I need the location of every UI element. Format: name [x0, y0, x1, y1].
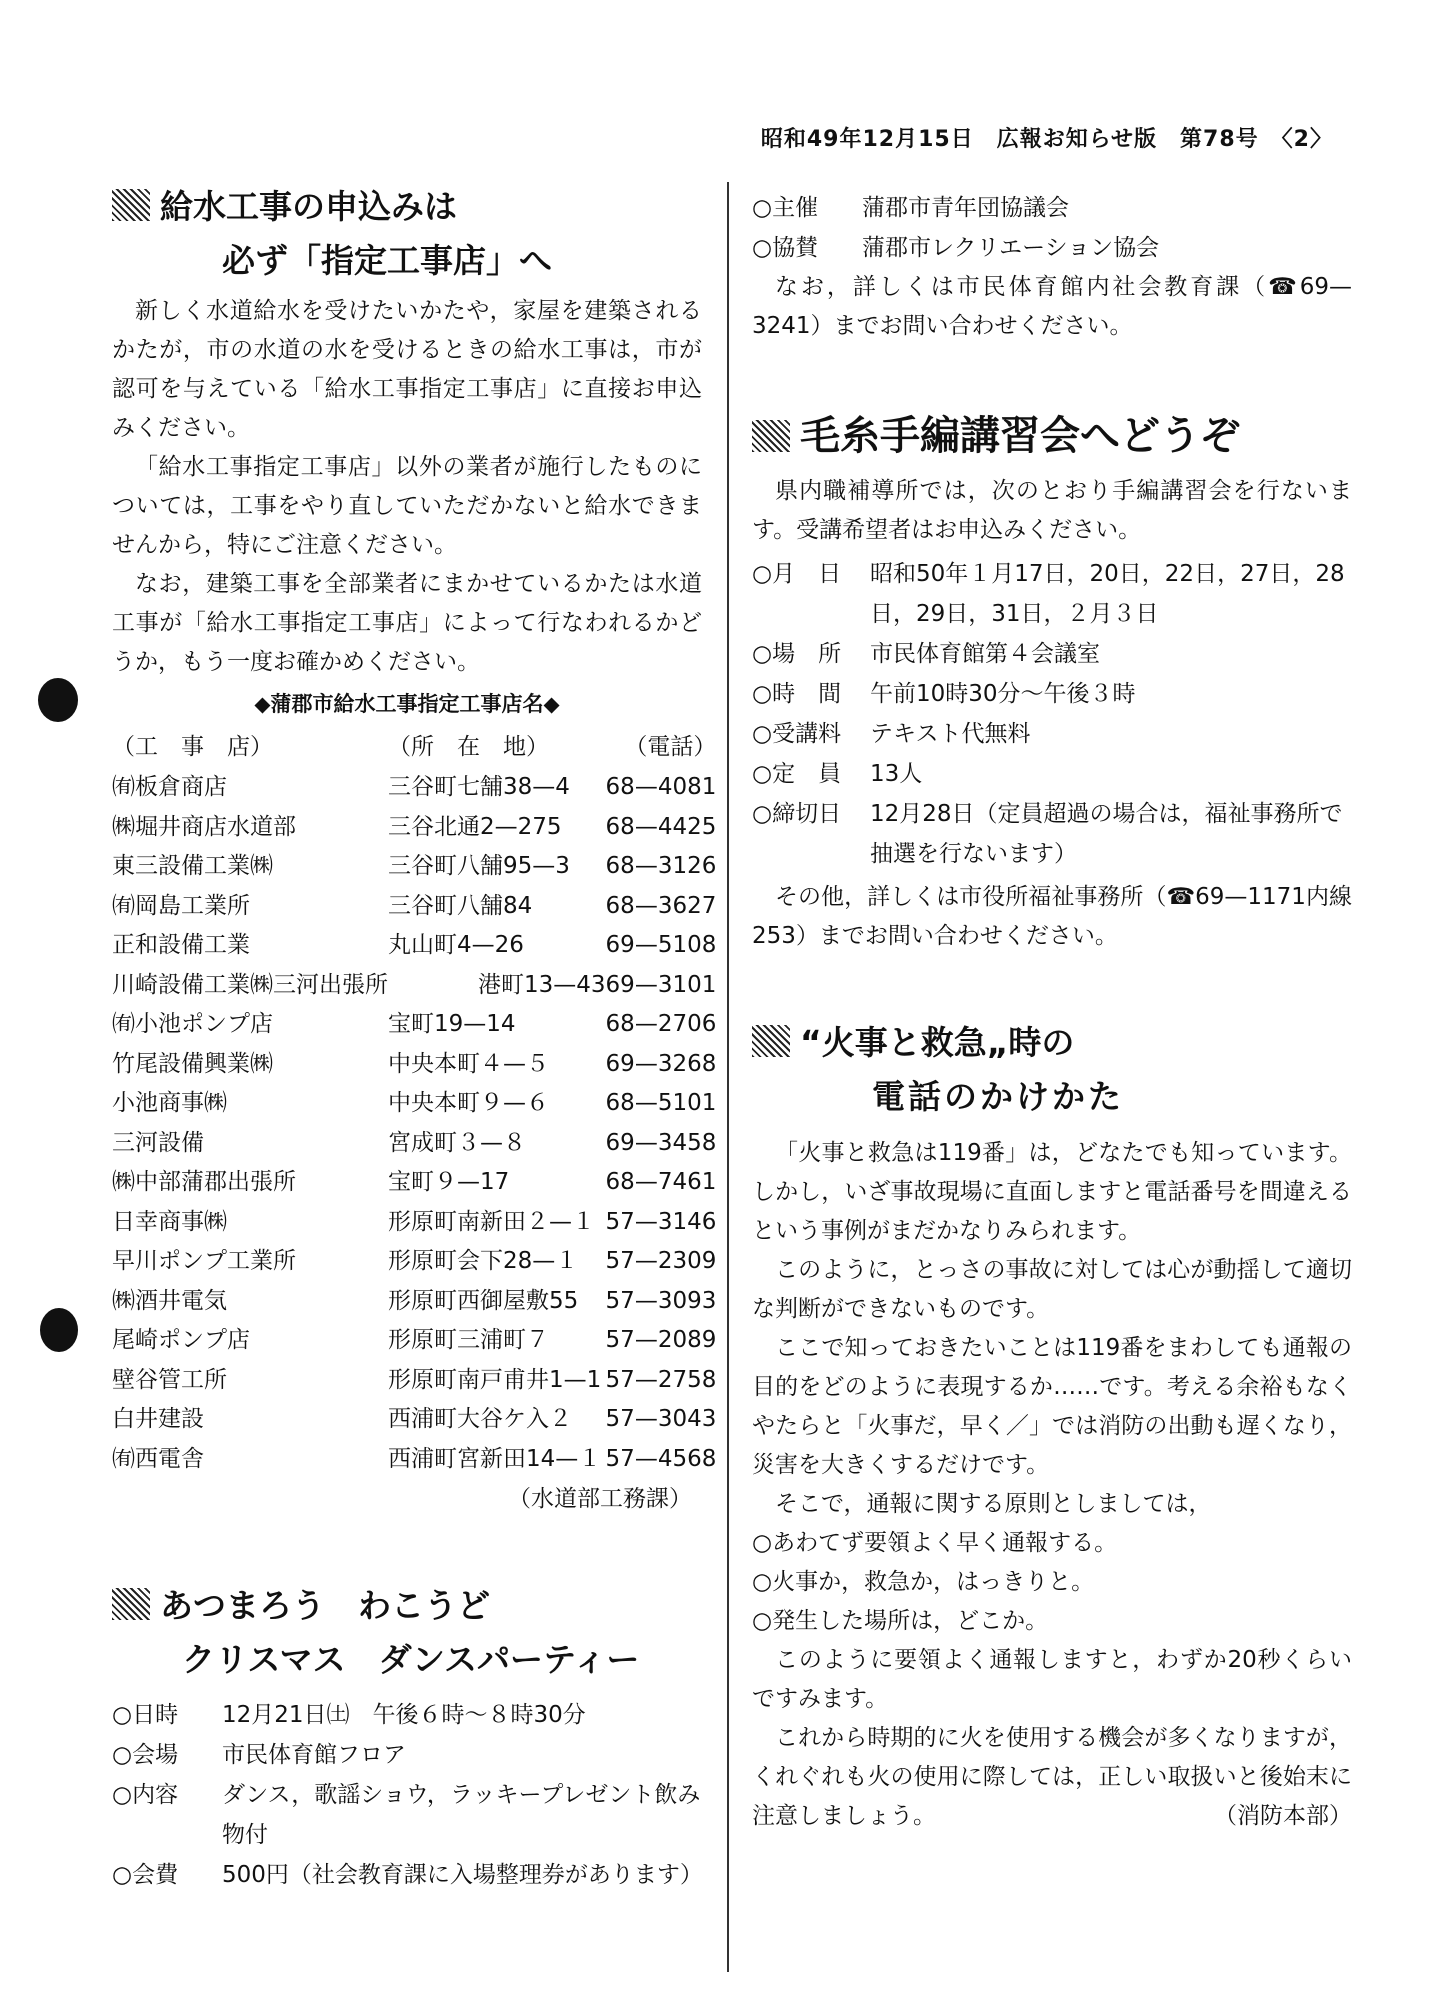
knitting-item-value: 13人 [870, 761, 923, 787]
shop-row [112, 1242, 716, 1282]
shop-phone: 57—3146 [605, 1208, 717, 1235]
knitting-item-label: ○定 員 [752, 761, 842, 787]
ink-blot-bottom [40, 1308, 78, 1352]
shop-address: 西浦町大谷ケ入２ [388, 1406, 572, 1432]
fire-title: “火事と救急„時の 電話のかけかた [752, 1016, 1352, 1124]
shop-address: 宮成町３—８ [388, 1129, 526, 1156]
shop-row [112, 768, 716, 808]
knitting-item [752, 794, 1352, 874]
shop-address: 三谷町八舗84 [388, 892, 533, 919]
shop-row [112, 1163, 716, 1203]
party-item-label: ○日時 [112, 1702, 179, 1728]
knitting-section [752, 406, 1352, 956]
shop-phone: 68—5101 [605, 1090, 717, 1116]
shop-name: 正和設備工業 [112, 932, 250, 958]
shop-list-title: ◆蒲郡市給水工事指定工事店名◆ [254, 692, 560, 716]
knitting-item [752, 714, 1352, 754]
shop-phone: 57—2309 [605, 1248, 717, 1274]
shop-row [112, 808, 716, 848]
shop-name: ㈱中部蒲郡出張所 [112, 1169, 296, 1195]
hatch-mark-icon [752, 1025, 790, 1057]
knitting-item-value: 午前10時30分～午後３時 [870, 681, 1136, 707]
shop-phone: 69—5108 [605, 932, 717, 958]
knitting-title: 毛糸手編講習会へどうぞ [752, 406, 1352, 466]
party-item [112, 1775, 702, 1855]
shop-address: 西浦町宮新田14—１ [388, 1445, 602, 1472]
party-item [112, 1695, 702, 1735]
shop-row [112, 1282, 716, 1322]
knitting-item-value: 市民体育館第４会議室 [870, 641, 1100, 667]
shop-address: 形原町南新田２—１ [388, 1208, 595, 1235]
shop-phone: 57—3043 [605, 1406, 717, 1432]
party-item-value: ダンス，歌謡ショウ，ラッキープレゼント飲み物付 [222, 1782, 701, 1848]
shop-row [112, 1400, 716, 1440]
shop-phone: 68—3627 [605, 892, 717, 919]
shop-address: 中央本町９—６ [388, 1090, 549, 1116]
party-item [112, 1735, 702, 1775]
shop-row [112, 1321, 716, 1361]
shop-address: 三谷町七舗38—4 [388, 774, 570, 800]
shop-name: ㈲小池ポンプ店 [112, 1011, 273, 1037]
shop-phone: 69—3268 [605, 1050, 717, 1077]
shop-name: ㈱酒井電気 [112, 1287, 227, 1314]
shop-name: 日幸商事㈱ [112, 1208, 227, 1235]
column-divider [727, 182, 729, 1972]
col-header-address: （所 在 地） [388, 734, 549, 760]
party-item-label: ○会場 [112, 1742, 179, 1768]
fire-rule: ○発生した場所は，どこか。 [752, 1608, 1049, 1634]
water-title: 給水工事の申込みは 必ず「指定工事店」へ [112, 180, 702, 288]
shop-row [112, 926, 716, 966]
shop-table [112, 726, 716, 1479]
knitting-item-label: ○受講料 [752, 721, 842, 747]
shop-address: 港町13—43 [478, 971, 606, 998]
water-section [112, 180, 717, 1519]
shop-row [112, 847, 716, 887]
hatch-mark-icon [112, 189, 150, 221]
water-title-line2: 必ず「指定工事店」へ [222, 241, 552, 280]
party-title: あつまろう わこうど クリスマス ダンスパーティー [112, 1579, 702, 1687]
ink-blot-top [38, 678, 78, 722]
shop-name: 竹尾設備興業㈱ [112, 1050, 273, 1077]
shop-phone: 69—3101 [605, 971, 717, 998]
knitting-item-value: 12月28日（定員超過の場合は，福祉事務所で抽選を行ないます） [870, 801, 1343, 867]
fire-rule: ○火事か，救急か，はっきりと。 [752, 1569, 1095, 1595]
knitting-item [752, 754, 1352, 794]
knitting-item-label: ○時 間 [752, 681, 842, 707]
shop-phone: 68—2706 [605, 1011, 717, 1037]
shop-row [112, 1084, 716, 1124]
knitting-intro: 県内職補導所では，次のとおり手編講習会を行ないます。受講希望者はお申込みください。 [752, 478, 1352, 543]
fire-credit: （消防本部） [1214, 1803, 1352, 1829]
party-item-value: 市民体育館フロア [222, 1742, 406, 1768]
shop-address: 宝町９—17 [388, 1169, 510, 1195]
party-item-value: 蒲郡市青年団協議会 [862, 195, 1069, 221]
party-note: なお，詳しくは市民体育館内社会教育課（☎69—3241）までお問い合わせください。 [752, 274, 1352, 339]
fire-closing: これから時期的に火を使用する機会が多くなりますが，くれぐれも火の使用に際しては，正しい取扱いと後始末に注意しましょう。 （消防本部） [752, 1719, 1352, 1836]
party-item-value: 12月21日㈯ 午後６時～８時30分 [222, 1702, 586, 1728]
shop-name: 尾崎ポンプ店 [112, 1327, 250, 1353]
party-item-value: 蒲郡市レクリエーション協会 [862, 235, 1160, 261]
knitting-item-label: ○締切日 [752, 801, 842, 827]
shop-address: 形原町三浦町７ [388, 1327, 549, 1353]
party-item [752, 188, 1352, 228]
fire-paragraph: このように，とっさの事故に対しては心が動揺して適切な判断ができないものです。 [752, 1257, 1352, 1322]
shop-address: 丸山町4—26 [388, 932, 524, 958]
party-item-label: ○協賛 [752, 235, 819, 261]
hatch-mark-icon [112, 1588, 150, 1620]
party-item [112, 1855, 702, 1895]
right-column [752, 188, 1352, 1836]
left-column [112, 180, 717, 1895]
shop-name: 小池商事㈱ [112, 1090, 227, 1116]
shop-name: ㈲岡島工業所 [112, 892, 250, 919]
shop-row [112, 1361, 716, 1401]
shop-phone: 68—3126 [605, 853, 717, 879]
shop-table-header [112, 726, 716, 768]
col-header-shop: （工 事 店） [112, 734, 273, 760]
shop-name: 壁谷管工所 [112, 1366, 227, 1393]
shop-address: 三谷北通2—275 [388, 813, 562, 840]
fire-section [752, 1016, 1352, 1836]
fire-rule: ○あわてず要領よく早く通報する。 [752, 1530, 1118, 1556]
shop-row [112, 1203, 716, 1243]
fire-paragraph: ここで知っておきたいことは119番をまわしても通報の目的をどのように表現するか……です。考える余裕もなくやたらと「火事だ，早く／」では消防の出動も遅くなり，災害を大きくするだけです。 [752, 1335, 1352, 1478]
shop-row [112, 1440, 716, 1480]
shop-row [112, 1005, 716, 1045]
shop-phone: 57—2758 [605, 1366, 717, 1393]
shop-address: 三谷町八舗95—3 [388, 853, 570, 879]
party-title-line2: クリスマス ダンスパーティー [182, 1640, 640, 1679]
shop-address: 形原町西御屋敷55 [388, 1287, 579, 1314]
shop-row [112, 1124, 716, 1164]
knitting-item-value: 昭和50年１月17日，20日，22日，27日，28日，29日，31日，２月３日 [870, 561, 1345, 627]
knitting-item-label: ○場 所 [752, 641, 842, 667]
fire-closing: このように要領よく通報しますと，わずか20秒くらいですみます。 [752, 1647, 1352, 1712]
col-header-phone: （電話） [624, 734, 717, 760]
shop-name: 早川ポンプ工業所 [112, 1248, 296, 1274]
knitting-item-value: テキスト代無料 [870, 721, 1031, 747]
water-paragraph: なお，建築工事を全部業者にまかせているかたは水道工事が「給水工事指定工事店」によって行なわれるかどうか，もう一度お確かめください。 [112, 571, 702, 675]
shop-phone: 57—2089 [605, 1327, 717, 1353]
shop-row [112, 966, 716, 1006]
shop-phone: 68—4425 [605, 813, 717, 840]
page-header: 昭和49年12月15日 広報お知らせ版 第78号 〈2〉 [760, 127, 1333, 152]
fire-paragraph: そこで，通報に関する原則としましては， [775, 1491, 1212, 1517]
shop-row [112, 1045, 716, 1085]
knitting-item [752, 674, 1352, 714]
shop-name: 東三設備工業㈱ [112, 853, 273, 879]
party-section [112, 1579, 702, 1895]
shop-name: 三河設備 [112, 1129, 204, 1156]
water-credit: （水道部工務課） [508, 1486, 692, 1512]
shop-name: 川崎設備工業㈱三河出張所 [112, 971, 388, 998]
party-item [752, 228, 1352, 268]
party-item-label: ○内容 [112, 1782, 179, 1808]
knitting-item [752, 554, 1352, 634]
shop-row [112, 887, 716, 927]
water-paragraph: 新しく水道給水を受けたいかたや，家屋を建築されるかたが，市の水道の水を受けるときの給水工事は，市が認可を与えている「給水工事指定工事店」に直接お申込みください。 [112, 298, 702, 441]
shop-name: ㈲板倉商店 [112, 774, 227, 800]
party-item-label: ○会費 [112, 1862, 179, 1888]
shop-phone: 68—4081 [605, 774, 717, 800]
fire-title-line2: 電話のかけかた [872, 1077, 1124, 1116]
party-item-value: 500円（社会教育課に入場整理券があります） [222, 1862, 703, 1888]
water-paragraph: 「給水工事指定工事店」以外の業者が施行したものについては，工事をやり直していただかないと給水できませんから，特にご注意ください。 [112, 454, 702, 558]
shop-address: 宝町19—14 [388, 1011, 516, 1037]
shop-name: 白井建設 [112, 1406, 204, 1432]
shop-phone: 57—4568 [605, 1445, 717, 1472]
party-item-label: ○主催 [752, 195, 819, 221]
knitting-item [752, 634, 1352, 674]
shop-phone: 57—3093 [605, 1287, 717, 1314]
shop-phone: 69—3458 [605, 1129, 717, 1156]
shop-phone: 68—7461 [605, 1169, 717, 1195]
shop-address: 中央本町４—５ [388, 1050, 549, 1077]
knitting-note: その他，詳しくは市役所福祉事務所（☎69—1171内線253）までお問い合わせください。 [752, 884, 1352, 949]
fire-paragraph: 「火事と救急は119番」は，どなたでも知っています。しかし，いざ事故現場に直面しますと電話番号を間違えるという事例がまだかなりみられます。 [752, 1140, 1352, 1244]
shop-name: ㈱堀井商店水道部 [112, 813, 296, 840]
hatch-mark-icon [752, 420, 790, 452]
shop-name: ㈲西電舎 [112, 1445, 204, 1472]
knitting-item-label: ○月 日 [752, 561, 842, 587]
shop-address: 形原町会下28—１ [388, 1248, 579, 1274]
shop-address: 形原町南戸甫井1—1 [388, 1366, 602, 1393]
